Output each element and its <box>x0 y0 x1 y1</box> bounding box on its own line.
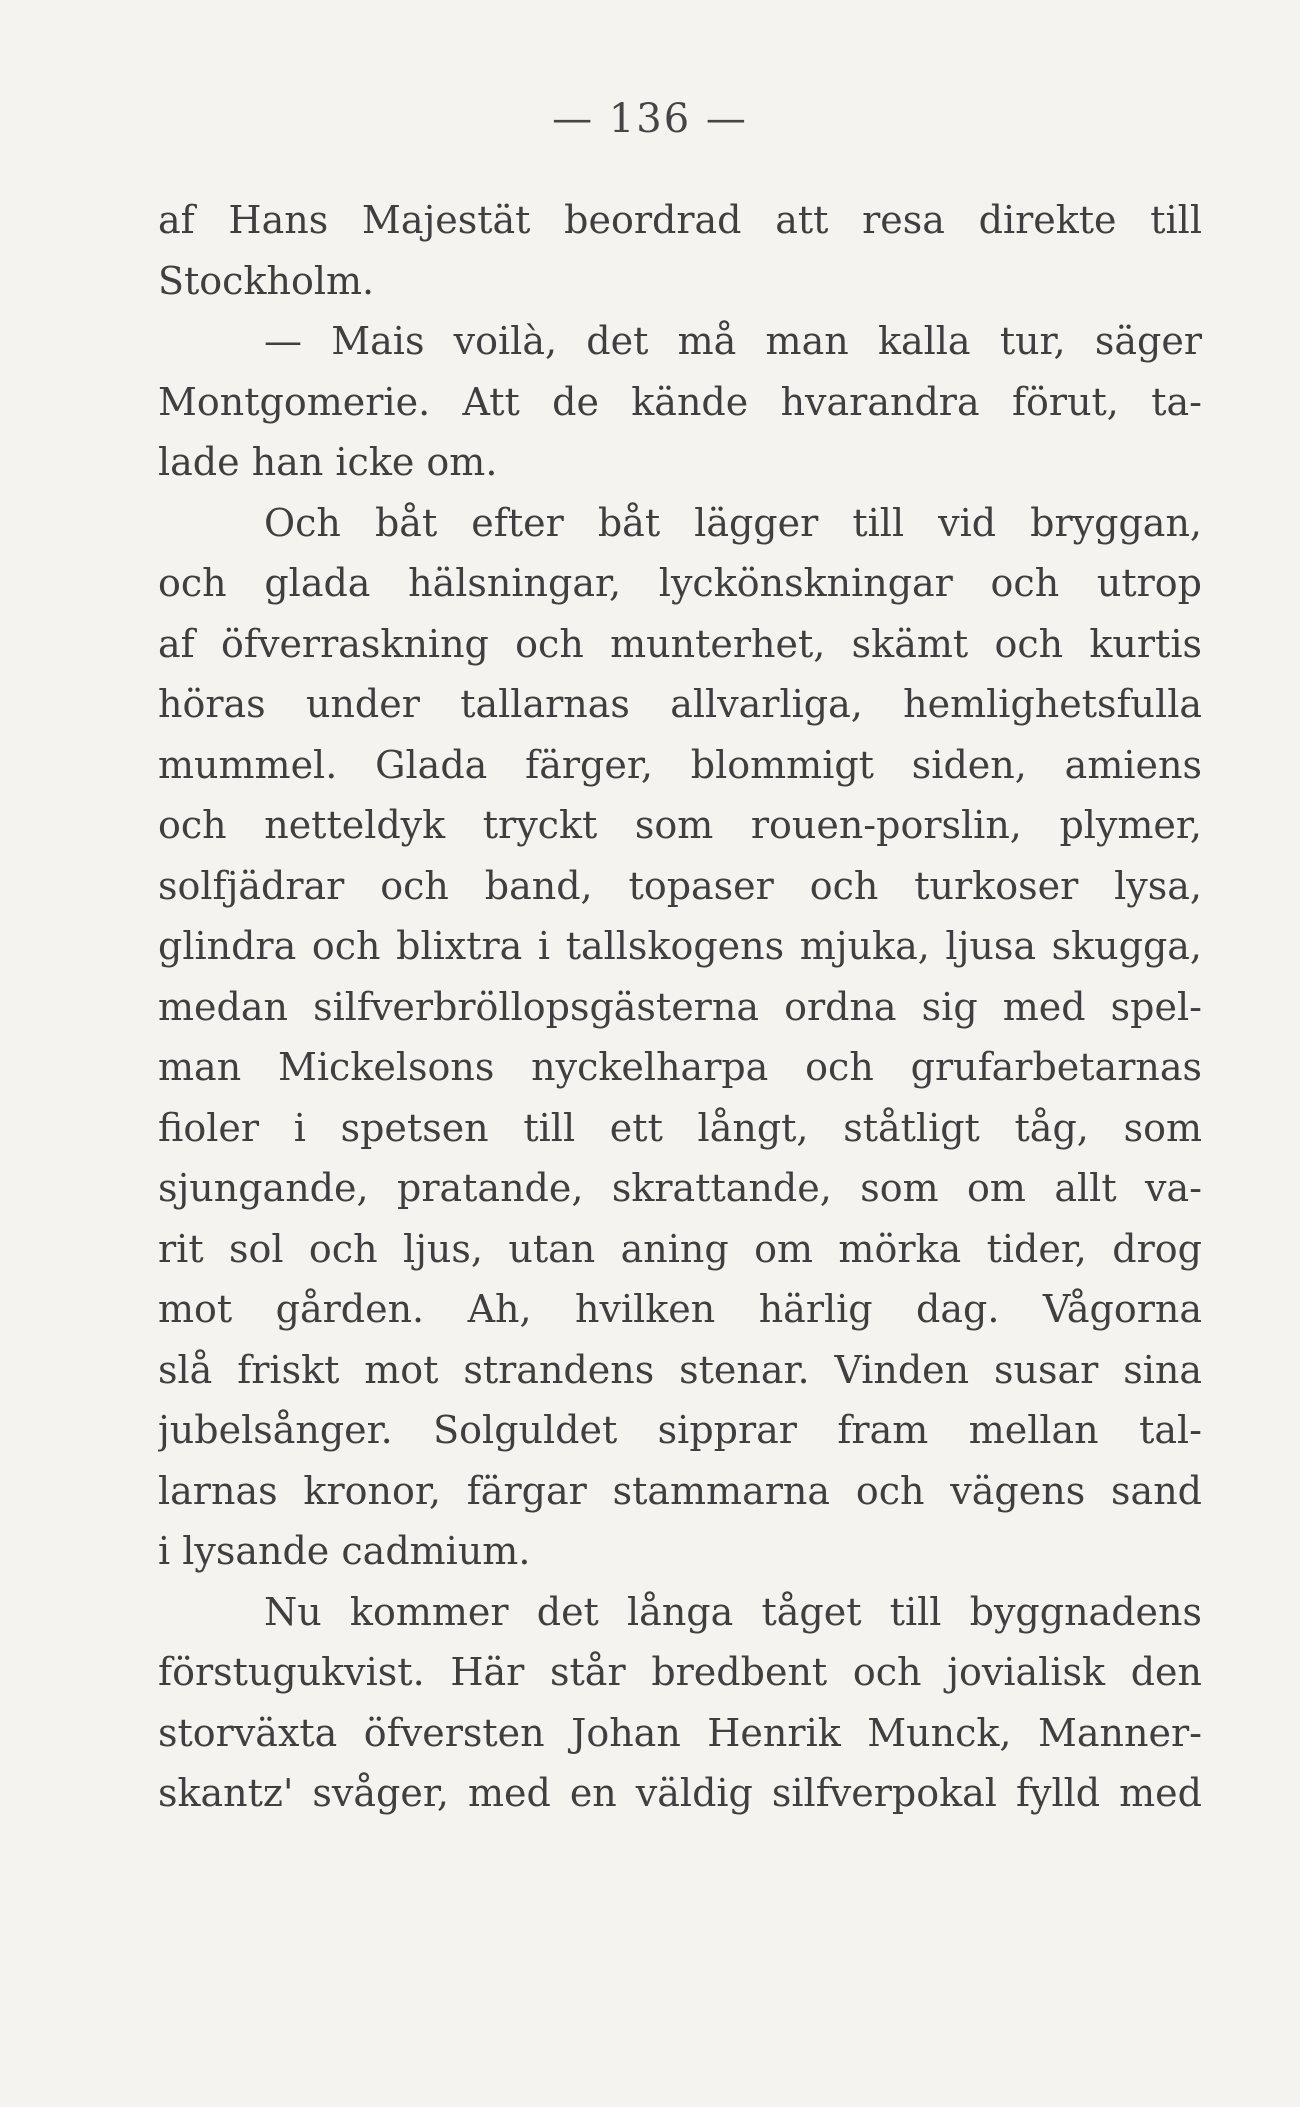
text-line: mot gården. Ah, hvilken härlig dag. Vågorna <box>158 1287 1202 1331</box>
text-line: af Hans Majestät beordrad att resa direkte till <box>158 198 1202 242</box>
text-line: i lysande cadmium. <box>158 1529 531 1573</box>
text-line: Nu kommer det långa tåget till byggnadens <box>264 1589 1202 1634</box>
text-line: Stockholm. <box>158 258 375 303</box>
text-line: förstugukvist. Här står bredbent och jovialisk den <box>158 1650 1202 1694</box>
text-line: jubelsånger. Solguldet sipprar fram mellan tal- <box>158 1408 1202 1452</box>
text-line: lade han icke om. <box>158 440 498 484</box>
text-line: och glada hälsningar, lyckönskningar och utrop <box>158 561 1202 605</box>
text-line: af öfverraskning och munterhet, skämt och kurtis <box>158 621 1202 666</box>
text-line: höras under tallarnas allvarliga, hemlighetsfulla <box>158 682 1202 726</box>
text-line: larnas kronor, färgar stammarna och vägens sand <box>158 1468 1202 1513</box>
text-body <box>158 190 1202 1824</box>
text-line: Montgomerie. Att de kände hvarandra förut, ta- <box>158 379 1202 424</box>
text-line: sjungande, pratande, skrattande, som om allt va- <box>158 1166 1202 1210</box>
text-line: mummel. Glada färger, blommigt siden, amiens <box>158 742 1202 787</box>
text-line: medan silfverbröllopsgästerna ordna sig med spel- <box>158 984 1202 1029</box>
text-line: solfjädrar och band, topaser och turkoser lysa, <box>158 863 1202 908</box>
text-line: skantz' svåger, med en väldig silfverpokal fylld med <box>158 1771 1202 1815</box>
text-line: rit sol och ljus, utan aning om mörka tider, drog <box>158 1226 1202 1271</box>
text-line: — Mais voilà, det må man kalla tur, säger <box>264 319 1202 363</box>
page-number: — 136 — <box>552 96 748 142</box>
text-line: man Mickelsons nyckelharpa och grufarbetarnas <box>158 1045 1202 1089</box>
text-line: och netteldyk tryckt som rouen-porslin, plymer, <box>158 803 1202 847</box>
text-line: Och båt efter båt lägger till vid bryggan, <box>264 500 1202 545</box>
text-line: fioler i spetsen till ett långt, ståtligt tåg, som <box>158 1105 1202 1150</box>
text-line: slå friskt mot strandens stenar. Vinden susar sina <box>158 1347 1202 1392</box>
text-line: glindra och blixtra i tallskogens mjuka, ljusa skugga, <box>158 924 1202 968</box>
text-line: storväxta öfversten Johan Henrik Munck, Manner- <box>158 1710 1202 1755</box>
